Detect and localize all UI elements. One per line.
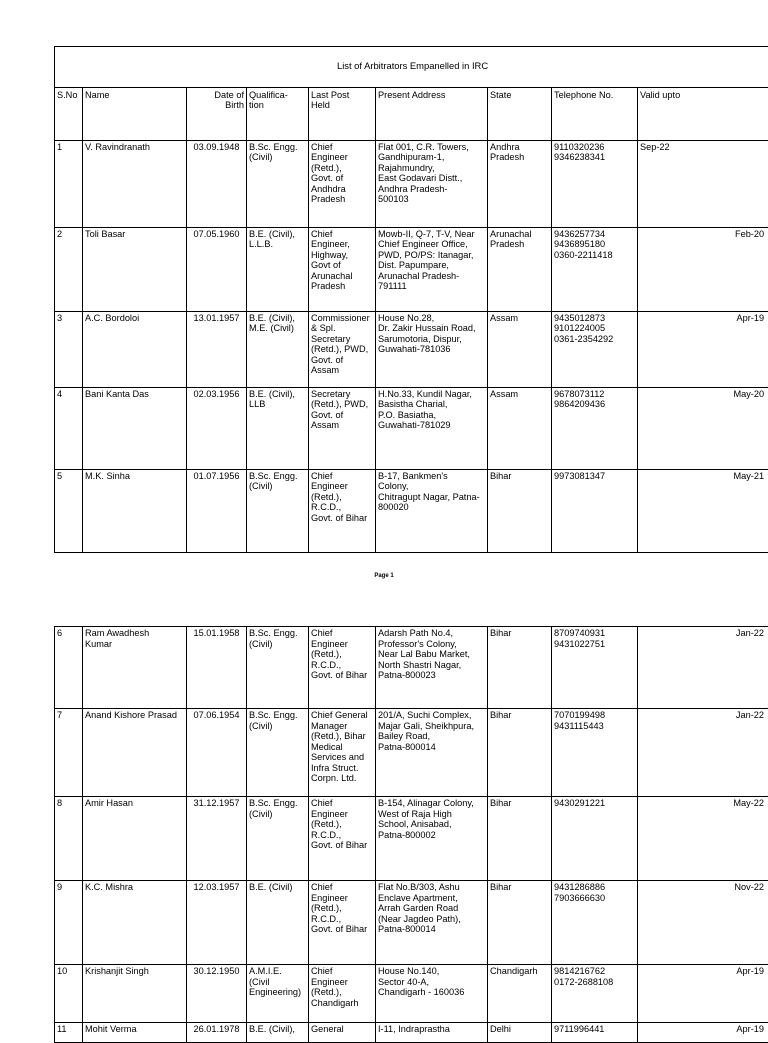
cell-telephone: 9678073112 9864209436 [552, 387, 638, 469]
cell-state: Arunachal Pradesh [488, 227, 552, 311]
cell-name: Toli Basar [83, 227, 187, 311]
cell-valid-upto: Apr-19 [638, 311, 768, 387]
cell-sno: 4 [55, 387, 83, 469]
cell-last-post: Secretary (Retd.), PWD, Govt. of Assam [309, 387, 376, 469]
cell-valid-upto: Feb-20 [638, 227, 768, 311]
header-row [55, 87, 768, 140]
cell-last-post: General [309, 1023, 376, 1043]
cell-sno: 5 [55, 469, 83, 552]
cell-dob: 30.12.1950 [187, 965, 247, 1023]
cell-telephone: 9973081347 [552, 469, 638, 552]
cell-state: Assam [488, 311, 552, 387]
cell-last-post: Commissioner & Spl. Secretary (Retd.), PWD, Govt. of Assam [309, 311, 376, 387]
cell-last-post: Chief Engineer (Retd.), Chandigarh [309, 965, 376, 1023]
cell-telephone: 9814216762 0172-2688108 [552, 965, 638, 1023]
cell-last-post: Chief Engineer (Retd.), R.C.D., Govt. of Bihar [309, 797, 376, 881]
cell-state: Assam [488, 387, 552, 469]
cell-name: Krishanjit Singh [83, 965, 187, 1023]
cell-sno: 9 [55, 881, 83, 965]
cell-state: Chandigarh [488, 965, 552, 1023]
cell-state: Bihar [488, 881, 552, 965]
cell-valid-upto: Jan-22 [638, 627, 768, 709]
table-row [55, 387, 768, 469]
cell-state: Bihar [488, 709, 552, 797]
cell-qualification: B.Sc. Engg. (Civil) [247, 140, 309, 227]
cell-address: B-154, Alinagar Colony, West of Raja High School, Anisabad, Patna-800002 [376, 797, 488, 881]
header-telephone: Telephone No. [552, 87, 638, 140]
cell-address: Flat No.B/303, Ashu Enclave Apartment, Arrah Garden Road (Near Jagdeo Path), Patna-800014 [376, 881, 488, 965]
cell-valid-upto: May-22 [638, 797, 768, 881]
cell-name: K.C. Mishra [83, 881, 187, 965]
cell-state: Bihar [488, 469, 552, 552]
cell-name: V. Ravindranath [83, 140, 187, 227]
cell-sno: 2 [55, 227, 83, 311]
table-row [55, 797, 768, 881]
table-row [55, 709, 768, 797]
cell-sno: 11 [55, 1023, 83, 1043]
cell-valid-upto: May-21 [638, 469, 768, 552]
cell-telephone: 9435012873 9101224005 0361-2354292 [552, 311, 638, 387]
cell-telephone: 9436257734 9436895180 0360-2211418 [552, 227, 638, 311]
cell-name: Ram Awadhesh Kumar [83, 627, 187, 709]
cell-last-post: Chief Engineer (Retd.), Govt. of Andhdra Pradesh [309, 140, 376, 227]
page-number: Page 1 [0, 573, 768, 579]
cell-sno: 3 [55, 311, 83, 387]
cell-dob: 01.07.1956 [187, 469, 247, 552]
cell-sno: 8 [55, 797, 83, 881]
cell-dob: 26.01.1978 [187, 1023, 247, 1043]
cell-valid-upto: Sep-22 [638, 140, 768, 227]
cell-valid-upto: Apr-19 [638, 965, 768, 1023]
cell-qualification: B.Sc. Engg. (Civil) [247, 709, 309, 797]
cell-address: I-11, Indraprastha [376, 1023, 488, 1043]
cell-last-post: Chief Engineer (Retd.), R.C.D., Govt. of Bihar [309, 469, 376, 552]
cell-telephone: 8709740931 9431022751 [552, 627, 638, 709]
cell-last-post: Chief Engineer (Retd.), R.C.D., Govt. of Bihar [309, 881, 376, 965]
cell-telephone: 9711996441 [552, 1023, 638, 1043]
cell-address: H.No.33, Kundil Nagar, Basistha Charial, P.O. Basiatha, Guwahati-781029 [376, 387, 488, 469]
cell-qualification: B.E. (Civil), L.L.B. [247, 227, 309, 311]
cell-valid-upto: Nov-22 [638, 881, 768, 965]
cell-address: Mowb-II, Q-7, T-V, Near Chief Engineer Office, PWD, PO/PS: Itanagar, Dist. Papumpare, Arunachal Pradesh- 791111 [376, 227, 488, 311]
header-state: State [488, 87, 552, 140]
cell-valid-upto: Jan-22 [638, 709, 768, 797]
table-row [55, 227, 768, 311]
cell-address: House No.28, Dr. Zakir Hussain Road, Sarumotoria, Dispur, Guwahati-781036 [376, 311, 488, 387]
header-last-post: Last Post Held [309, 87, 376, 140]
cell-state: Andhra Pradesh [488, 140, 552, 227]
header-dob: Date of Birth [187, 87, 247, 140]
cell-telephone: 7070199498 9431115443 [552, 709, 638, 797]
cell-dob: 12.03.1957 [187, 881, 247, 965]
arbitrators-table-page-1 [54, 46, 768, 553]
cell-name: Bani Kanta Das [83, 387, 187, 469]
cell-dob: 02.03.1956 [187, 387, 247, 469]
cell-address: B-17, Bankmen's Colony, Chitragupt Nagar, Patna- 800020 [376, 469, 488, 552]
cell-state: Bihar [488, 797, 552, 881]
page-2 [54, 626, 768, 1043]
cell-qualification: A.M.I.E. (Civil Engineering) [247, 965, 309, 1023]
cell-last-post: Chief Engineer, Highway, Govt of Arunachal Pradesh [309, 227, 376, 311]
table-row [55, 965, 768, 1023]
table-title: List of Arbitrators Empanelled in IRC [55, 47, 768, 88]
cell-name: Mohit Verma [83, 1023, 187, 1043]
table-row [55, 627, 768, 709]
cell-valid-upto: May-20 [638, 387, 768, 469]
table-row [55, 140, 768, 227]
cell-sno: 7 [55, 709, 83, 797]
table-row [55, 469, 768, 552]
cell-qualification: B.E. (Civil), M.E. (Civil) [247, 311, 309, 387]
cell-name: M.K. Sinha [83, 469, 187, 552]
cell-qualification: B.E. (Civil), [247, 1023, 309, 1043]
cell-dob: 31.12.1957 [187, 797, 247, 881]
cell-dob: 15.01.1958 [187, 627, 247, 709]
cell-dob: 13.01.1957 [187, 311, 247, 387]
cell-address: House No.140, Sector 40-A, Chandigarh - 160036 [376, 965, 488, 1023]
table-row [55, 881, 768, 965]
page-1 [54, 46, 768, 553]
cell-name: Amir Hasan [83, 797, 187, 881]
cell-telephone: 9430291221 [552, 797, 638, 881]
cell-state: Bihar [488, 627, 552, 709]
header-valid-upto: Valid upto [638, 87, 768, 140]
cell-last-post: Chief Engineer (Retd.), R.C.D., Govt. of Bihar [309, 627, 376, 709]
cell-qualification: B.Sc. Engg. (Civil) [247, 469, 309, 552]
cell-dob: 07.06.1954 [187, 709, 247, 797]
cell-qualification: B.E. (Civil), LLB [247, 387, 309, 469]
cell-valid-upto: Apr-19 [638, 1023, 768, 1043]
cell-name: Anand Kishore Prasad [83, 709, 187, 797]
arbitrators-table-page-2 [54, 626, 768, 1043]
cell-sno: 1 [55, 140, 83, 227]
header-name: Name [83, 87, 187, 140]
cell-address: Adarsh Path No.4, Professor's Colony, Near Lal Babu Market, North Shastri Nagar, Patna-800023 [376, 627, 488, 709]
header-sno: S.No [55, 87, 83, 140]
cell-name: A.C. Bordoloi [83, 311, 187, 387]
cell-dob: 03.09.1948 [187, 140, 247, 227]
cell-state: Delhi [488, 1023, 552, 1043]
cell-dob: 07.05.1960 [187, 227, 247, 311]
cell-sno: 10 [55, 965, 83, 1023]
cell-last-post: Chief General Manager (Retd.), Bihar Medical Services and Infra Struct. Corpn. Ltd. [309, 709, 376, 797]
cell-qualification: B.E. (Civil) [247, 881, 309, 965]
cell-qualification: B.Sc. Engg. (Civil) [247, 627, 309, 709]
cell-sno: 6 [55, 627, 83, 709]
header-qualification: Qualifica- tion [247, 87, 309, 140]
table-row [55, 1023, 768, 1043]
cell-telephone: 9431286886 7903666630 [552, 881, 638, 965]
cell-address: 201/A, Suchi Complex, Majar Gali, Sheikhpura, Bailey Road, Patna-800014 [376, 709, 488, 797]
cell-qualification: B.Sc. Engg. (Civil) [247, 797, 309, 881]
cell-address: Flat 001, C.R. Towers, Gandhipuram-1, Rajahmundry, East Godavari Distt., Andhra Pradesh- 500103 [376, 140, 488, 227]
cell-telephone: 9110320236 9346238341 [552, 140, 638, 227]
header-address: Present Address [376, 87, 488, 140]
table-row [55, 311, 768, 387]
